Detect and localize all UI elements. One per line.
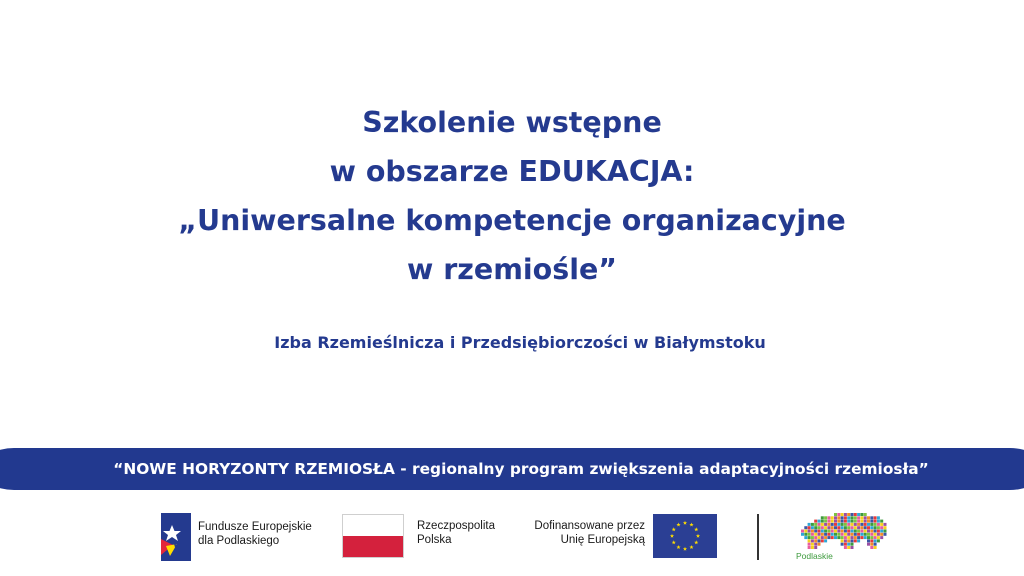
- title-line-4: w rzemiośle”: [406, 253, 618, 286]
- eu-cofinancing-logo: [527, 514, 722, 560]
- polish-flag-icon: [342, 514, 404, 558]
- logo-bar: [0, 505, 1024, 565]
- rp-logo-text-line2: Polska: [417, 534, 452, 546]
- program-banner: [0, 448, 1024, 490]
- fe-logo-text-line1: Fundusze Europejskie: [198, 521, 312, 533]
- fe-logo-text-line2: dla Podlaskiego: [198, 535, 280, 547]
- program-banner-text: “NOWE HORYZONTY RZEMIOSŁA - regionalny program zwiększenia adaptacyjności rzemiosła”: [113, 460, 929, 478]
- logo-divider: [757, 514, 759, 560]
- rp-logo-text-line1: Rzeczpospolita: [417, 520, 495, 532]
- rzeczpospolita-polska-logo: [342, 514, 512, 560]
- eu-logo-text-line2: Unię Europejską: [560, 534, 645, 546]
- podlaskie-logo: [793, 511, 888, 563]
- eu-flag-icon: [653, 514, 717, 558]
- podlaskie-logo-text: Podlaskie: [796, 551, 833, 561]
- eu-logo-text-line1: Dofinansowane przez: [534, 520, 645, 532]
- title-line-3: „Uniwersalne kompetencje organizacyjne: [178, 204, 846, 237]
- title-block: [0, 98, 1024, 294]
- title-line-1: Szkolenie wstępne: [362, 106, 662, 139]
- title-line-2: w obszarze EDUKACJA:: [329, 155, 695, 188]
- fundusze-europejskie-logo-icon: [157, 510, 195, 562]
- podlaskie-bison-logo-icon: [793, 511, 888, 551]
- fundusze-europejskie-logo: [157, 510, 337, 562]
- organizer-name: Izba Rzemieślnicza i Przedsiębiorczości w Białymstoku: [274, 333, 766, 352]
